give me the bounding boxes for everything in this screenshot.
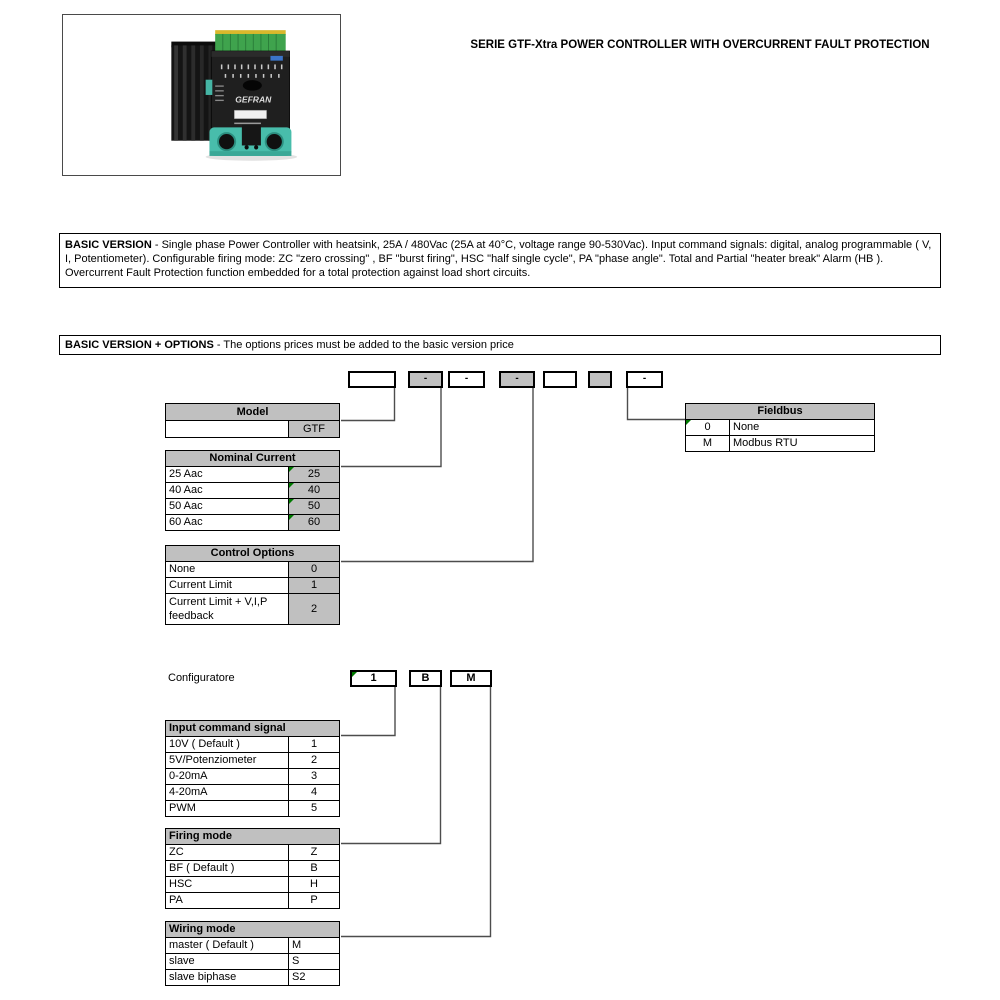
table-row xyxy=(166,861,339,877)
table-row xyxy=(166,893,339,908)
model-value-cell: GTF xyxy=(288,421,339,437)
option-label: PWM xyxy=(169,802,196,814)
option-value-cell: 4 xyxy=(288,785,339,800)
option-value-cell: Z xyxy=(288,845,339,860)
table-row xyxy=(166,594,339,624)
table-row xyxy=(166,801,339,816)
option-value: 40 xyxy=(307,484,321,496)
table-row xyxy=(166,421,339,437)
fieldbus-code: 0 xyxy=(704,421,711,433)
configurator-box-firing-mode[interactable]: B xyxy=(409,670,442,687)
table-row xyxy=(166,515,339,530)
code-box-separator-3[interactable] xyxy=(588,371,612,388)
basic-version-label: BASIC VERSION xyxy=(65,239,152,251)
connector-wiring-mode xyxy=(341,687,491,937)
option-value-cell: 0 xyxy=(288,562,339,577)
table-row xyxy=(686,436,874,451)
option-value-cell xyxy=(288,515,339,530)
table-row xyxy=(166,877,339,893)
page-title: SERIE GTF-Xtra POWER CONTROLLER WITH OVERCURRENT FAULT PROTECTION xyxy=(470,39,930,51)
fieldbus-label-cell: None xyxy=(733,421,760,433)
option-label: 4-20mA xyxy=(169,786,208,798)
comment-flag-icon xyxy=(352,672,357,677)
nominal-current-table-title: Nominal Current xyxy=(166,451,339,467)
code-box-separator-2[interactable]: - xyxy=(499,371,535,388)
option-label: 60 Aac xyxy=(169,516,203,528)
option-value-cell: 2 xyxy=(288,594,339,624)
option-label: slave biphase xyxy=(169,971,237,983)
wiring-mode-table xyxy=(165,921,340,986)
configurator-label: Configuratore xyxy=(168,672,235,684)
option-value-cell: 1 xyxy=(288,737,339,752)
product-photo-frame xyxy=(62,14,341,176)
table-row xyxy=(166,938,339,954)
connector-control-options xyxy=(341,388,533,562)
table-row xyxy=(166,578,339,594)
configurator-box-input-signal[interactable] xyxy=(350,670,397,687)
input-signal-table xyxy=(165,720,340,817)
option-label: 0-20mA xyxy=(169,770,208,782)
option-value: 25 xyxy=(307,468,321,480)
comment-flag-icon xyxy=(289,483,294,488)
option-value-cell xyxy=(288,467,339,482)
connector-nominal-current xyxy=(341,388,441,467)
option-label: BF ( Default ) xyxy=(169,862,235,874)
option-label: 50 Aac xyxy=(169,500,203,512)
fieldbus-code-cell: M xyxy=(686,436,730,451)
option-label: Current Limit xyxy=(169,579,232,591)
options-banner-text: - The options prices must be added to the basic version price xyxy=(213,339,514,351)
connector-fieldbus xyxy=(628,388,687,420)
options-banner-label: BASIC VERSION + OPTIONS xyxy=(65,339,214,351)
configurator-box-wiring-mode[interactable]: M xyxy=(450,670,492,687)
model-input-cell[interactable] xyxy=(166,421,288,437)
firing-mode-table xyxy=(165,828,340,909)
basic-version-description xyxy=(59,233,941,288)
option-value-cell: H xyxy=(288,877,339,892)
configurator-value: 1 xyxy=(370,672,377,684)
basic-version-text: - Single phase Power Controller with heatsink, 25A / 480Vac (25A at 40°C, voltage range 90-530Vac). Input command signals: digital, analog programmable ( V, I, Potentiometer). Configurable firing mode: ZC "zero crossing" , BF "burst firing", HSC "half single cycle", PA "phase angle". Total and Partial "heater break" Alarm (HB ). Overcurrent Fault Protection function embedded for a total protection against load short circuits. xyxy=(65,239,932,279)
terminal-block xyxy=(215,30,286,53)
comment-flag-icon xyxy=(289,515,294,520)
option-value: 50 xyxy=(307,500,321,512)
table-row xyxy=(166,737,339,753)
table-row xyxy=(166,954,339,970)
option-value-cell: 1 xyxy=(288,578,339,593)
model-table xyxy=(165,403,340,438)
rating-label xyxy=(234,110,266,119)
fieldbus-table xyxy=(685,403,875,452)
options-banner xyxy=(59,335,941,355)
nominal-current-table xyxy=(165,450,340,531)
table-row xyxy=(166,970,339,985)
wiring-mode-table-title: Wiring mode xyxy=(166,922,339,938)
comment-flag-icon xyxy=(289,499,294,504)
table-row xyxy=(166,785,339,801)
table-row xyxy=(166,845,339,861)
control-options-table xyxy=(165,545,340,625)
code-box-control-option[interactable] xyxy=(543,371,577,388)
option-value-cell: B xyxy=(288,861,339,876)
option-label: HSC xyxy=(169,878,193,890)
control-options-table-title: Control Options xyxy=(166,546,339,562)
table-row xyxy=(166,562,339,578)
connector-input-signal xyxy=(341,687,395,736)
option-label: slave xyxy=(169,955,195,967)
input-signal-table-title: Input command signal xyxy=(166,721,339,737)
option-label: None xyxy=(169,563,196,575)
option-label: ZC xyxy=(169,846,184,858)
code-box-separator-1[interactable]: - xyxy=(408,371,443,388)
body-opening xyxy=(243,80,262,90)
option-label: Current Limit + V,I,P feedback xyxy=(169,596,268,622)
output-terminals xyxy=(209,124,291,155)
table-row xyxy=(166,467,339,483)
comment-flag-icon xyxy=(686,420,691,425)
code-box-model[interactable] xyxy=(348,371,396,388)
option-label: PA xyxy=(169,894,183,906)
fieldbus-label-cell: Modbus RTU xyxy=(733,437,798,449)
option-value-cell: S xyxy=(288,954,339,969)
side-tab xyxy=(206,80,213,95)
connector-model xyxy=(341,388,395,421)
option-value-cell: S2 xyxy=(288,970,339,985)
code-box-current[interactable]: - xyxy=(448,371,485,388)
option-value-cell: 5 xyxy=(288,801,339,816)
option-value-cell: 3 xyxy=(288,769,339,784)
option-value: 60 xyxy=(307,516,321,528)
product-photo xyxy=(158,20,320,168)
table-row xyxy=(686,420,874,436)
model-table-title: Model xyxy=(166,404,339,421)
blue-label xyxy=(270,56,282,61)
table-row xyxy=(166,499,339,515)
option-value-cell: 2 xyxy=(288,753,339,768)
fieldbus-code-cell xyxy=(686,420,730,435)
option-label: 10V ( Default ) xyxy=(169,738,240,750)
option-label: 25 Aac xyxy=(169,468,203,480)
firing-mode-table-title: Firing mode xyxy=(166,829,339,845)
option-label: 40 Aac xyxy=(169,484,203,496)
table-row xyxy=(166,483,339,499)
option-label: 5V/Potenziometer xyxy=(169,754,257,766)
fieldbus-table-title: Fieldbus xyxy=(686,404,874,420)
table-row xyxy=(166,753,339,769)
option-label: master ( Default ) xyxy=(169,939,254,951)
option-value-cell xyxy=(288,483,339,498)
option-value-cell xyxy=(288,499,339,514)
code-box-fieldbus[interactable]: - xyxy=(626,371,663,388)
comment-flag-icon xyxy=(289,467,294,472)
option-value-cell: P xyxy=(288,893,339,908)
brand-text: GEFRAN xyxy=(235,94,272,105)
table-row xyxy=(166,769,339,785)
connector-firing-mode xyxy=(341,687,441,844)
option-value-cell: M xyxy=(288,938,339,953)
